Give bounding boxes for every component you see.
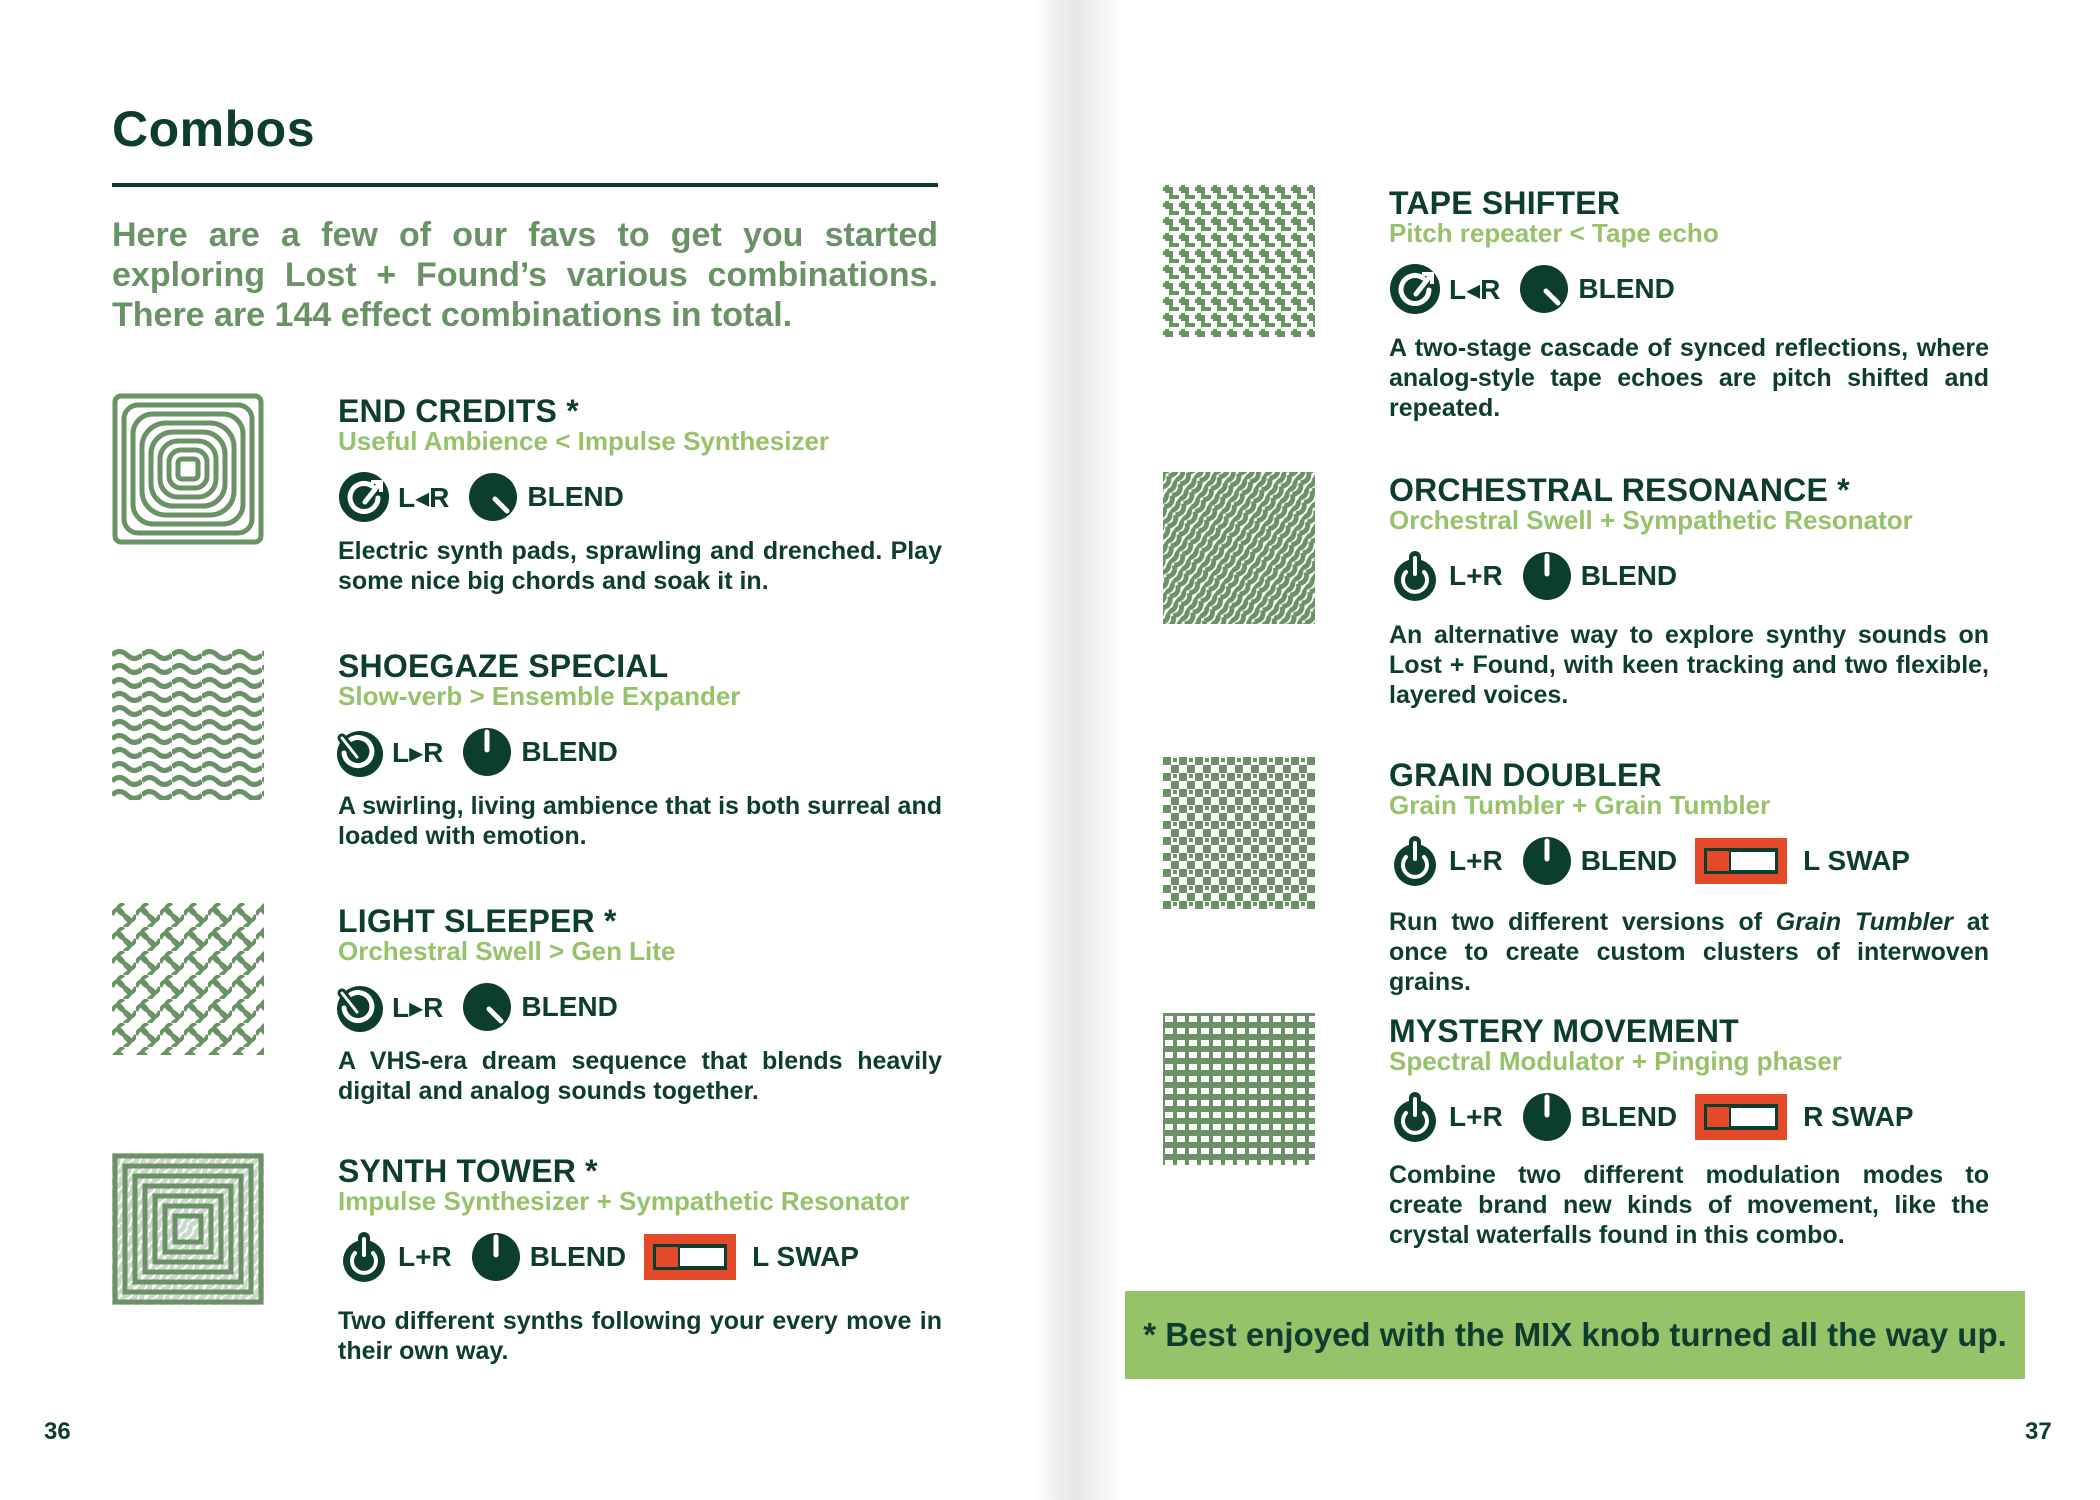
description-text: Run two different versions of xyxy=(1389,908,1776,936)
cycle-arrow-right-icon xyxy=(332,726,384,778)
right-page xyxy=(1050,0,2100,1500)
page-title: Combos xyxy=(112,101,315,157)
footer-note: * Best enjoyed with the MIX knob turned all the way up. xyxy=(1143,1316,2007,1353)
combo-controls xyxy=(1389,550,1695,602)
combo-mystery-movement xyxy=(1163,1013,2043,1253)
combo-name: SYNTH TOWER * xyxy=(338,1153,598,1189)
routing-label: L+R xyxy=(1449,845,1503,876)
title-divider xyxy=(112,183,938,187)
knob-up-icon xyxy=(461,726,513,778)
combo-subtitle: Slow-verb > Ensemble Expander xyxy=(338,681,741,711)
nested-maze-pattern xyxy=(112,1153,264,1305)
combo-controls xyxy=(338,1231,877,1283)
power-toggle-icon xyxy=(1389,1091,1441,1143)
routing-label: L+R xyxy=(1449,1101,1503,1132)
description-text: at once to create custom clusters of interwoven grains. xyxy=(1389,908,1989,996)
combo-description: An alternative way to explore synthy sounds on Lost + Found, with keen tracking and two flexible, layered voices. xyxy=(1389,621,1989,709)
combo-subtitle: Orchestral Swell + Sympathetic Resonator xyxy=(1389,505,1913,535)
power-toggle-icon xyxy=(1389,835,1441,887)
page-number-left: 36 xyxy=(44,1418,71,1445)
combo-controls xyxy=(332,981,636,1033)
swap-switch-icon xyxy=(1695,838,1787,884)
combo-controls xyxy=(332,726,636,778)
combo-light-sleeper xyxy=(112,903,942,1123)
combo-subtitle: Grain Tumbler + Grain Tumbler xyxy=(1389,790,1771,820)
concentric-squares-pattern xyxy=(112,393,264,545)
combo-controls xyxy=(338,471,642,523)
blend-label: BLEND xyxy=(529,1241,627,1272)
blend-label: BLEND xyxy=(521,991,618,1022)
combo-description: Combine two different modulation modes to create brand new kinds of movement, like the crystal waterfalls found in this combo. xyxy=(1389,1161,1989,1249)
page-number-right: 37 xyxy=(2025,1418,2052,1445)
combo-name: GRAIN DOUBLER xyxy=(1389,757,1662,793)
combo-name: LIGHT SLEEPER * xyxy=(338,903,617,939)
blend-label: BLEND xyxy=(1578,273,1675,304)
knob-up-icon xyxy=(1521,835,1573,887)
swap-label: L SWAP xyxy=(1803,845,1910,876)
combo-subtitle: Useful Ambience < Impulse Synthesizer xyxy=(338,426,830,456)
knob-right-icon xyxy=(461,981,513,1033)
checker-noise-pattern xyxy=(1163,757,1315,909)
cycle-arrow-icon xyxy=(1389,263,1441,315)
combo-name: TAPE SHIFTER xyxy=(1389,185,1621,221)
combo-controls xyxy=(1389,263,1693,315)
combo-grain-doubler xyxy=(1163,757,2043,996)
power-toggle-icon xyxy=(338,1231,390,1283)
blend-label: BLEND xyxy=(1580,1101,1678,1132)
wavy-lines-pattern xyxy=(112,648,264,800)
blend-label: BLEND xyxy=(1580,560,1678,591)
combo-controls xyxy=(1389,1091,1932,1143)
combo-synth-tower xyxy=(112,1153,942,1373)
knob-up-icon xyxy=(1521,550,1573,602)
zigzag-maze-pattern xyxy=(1163,185,1315,337)
power-toggle-icon xyxy=(1389,550,1441,602)
knob-right-icon xyxy=(467,471,519,523)
knob-up-icon xyxy=(1521,1091,1573,1143)
combo-name: SHOEGAZE SPECIAL xyxy=(338,648,669,684)
swap-switch-icon xyxy=(1695,1094,1787,1140)
routing-label: L+R xyxy=(398,1241,452,1272)
routing-label: L▸R xyxy=(392,736,444,768)
knob-up-icon xyxy=(470,1231,522,1283)
intro-paragraph: Here are a few of our favs to get you started exploring Lost + Found’s various combinations. There are 144 effect combinations in total. xyxy=(112,216,938,334)
combo-orchestral-resonance xyxy=(1163,472,2043,712)
blend-label: BLEND xyxy=(521,736,618,767)
combo-subtitle: Pitch repeater < Tape echo xyxy=(1389,218,1719,248)
combo-end-credits xyxy=(112,393,942,613)
routing-label: L+R xyxy=(1449,560,1503,591)
combo-description: A VHS-era dream sequence that blends heavily digital and analog sounds together. xyxy=(338,1047,942,1105)
footer-note-box xyxy=(1125,1291,2025,1379)
combo-description: A two-stage cascade of synced reflections, where analog-style tape echoes are pitch shifted and repeated. xyxy=(1389,334,1989,422)
combo-subtitle: Impulse Synthesizer + Sympathetic Resonator xyxy=(338,1186,910,1216)
routing-label: L◂R xyxy=(398,481,450,513)
combo-name: ORCHESTRAL RESONANCE * xyxy=(1389,472,1850,508)
combo-name: MYSTERY MOVEMENT xyxy=(1389,1013,1739,1049)
cycle-arrow-icon xyxy=(338,471,390,523)
combo-tape-shifter xyxy=(1163,185,2043,425)
routing-label: L▸R xyxy=(392,991,444,1023)
swap-label: R SWAP xyxy=(1803,1101,1914,1132)
combo-description: Electric synth pads, sprawling and drenched. Play some nice big chords and soak it in. xyxy=(338,537,942,595)
diamond-weave-pattern xyxy=(112,903,264,1055)
swap-switch-icon xyxy=(644,1234,736,1280)
grid-weave-pattern xyxy=(1163,1013,1315,1165)
combo-description: A swirling, living ambience that is both surreal and loaded with emotion. xyxy=(338,792,942,850)
combo-subtitle: Spectral Modulator + Pinging phaser xyxy=(1389,1046,1842,1076)
combo-description: Two different synths following your every move in their own way. xyxy=(338,1307,942,1365)
blend-label: BLEND xyxy=(527,481,624,512)
blend-label: BLEND xyxy=(1580,845,1678,876)
cycle-arrow-right-icon xyxy=(332,981,384,1033)
diagonal-wave-pattern xyxy=(1163,472,1315,624)
combo-shoegaze-special xyxy=(112,648,942,868)
combo-controls xyxy=(1389,835,1928,887)
routing-label: L◂R xyxy=(1449,273,1501,305)
combo-subtitle: Orchestral Swell > Gen Lite xyxy=(338,936,676,966)
combo-description xyxy=(1389,907,1989,997)
combo-name: END CREDITS * xyxy=(338,393,579,429)
swap-label: L SWAP xyxy=(752,1241,859,1272)
description-emphasis: Grain Tumbler xyxy=(1775,908,1954,936)
knob-right-icon xyxy=(1518,263,1570,315)
